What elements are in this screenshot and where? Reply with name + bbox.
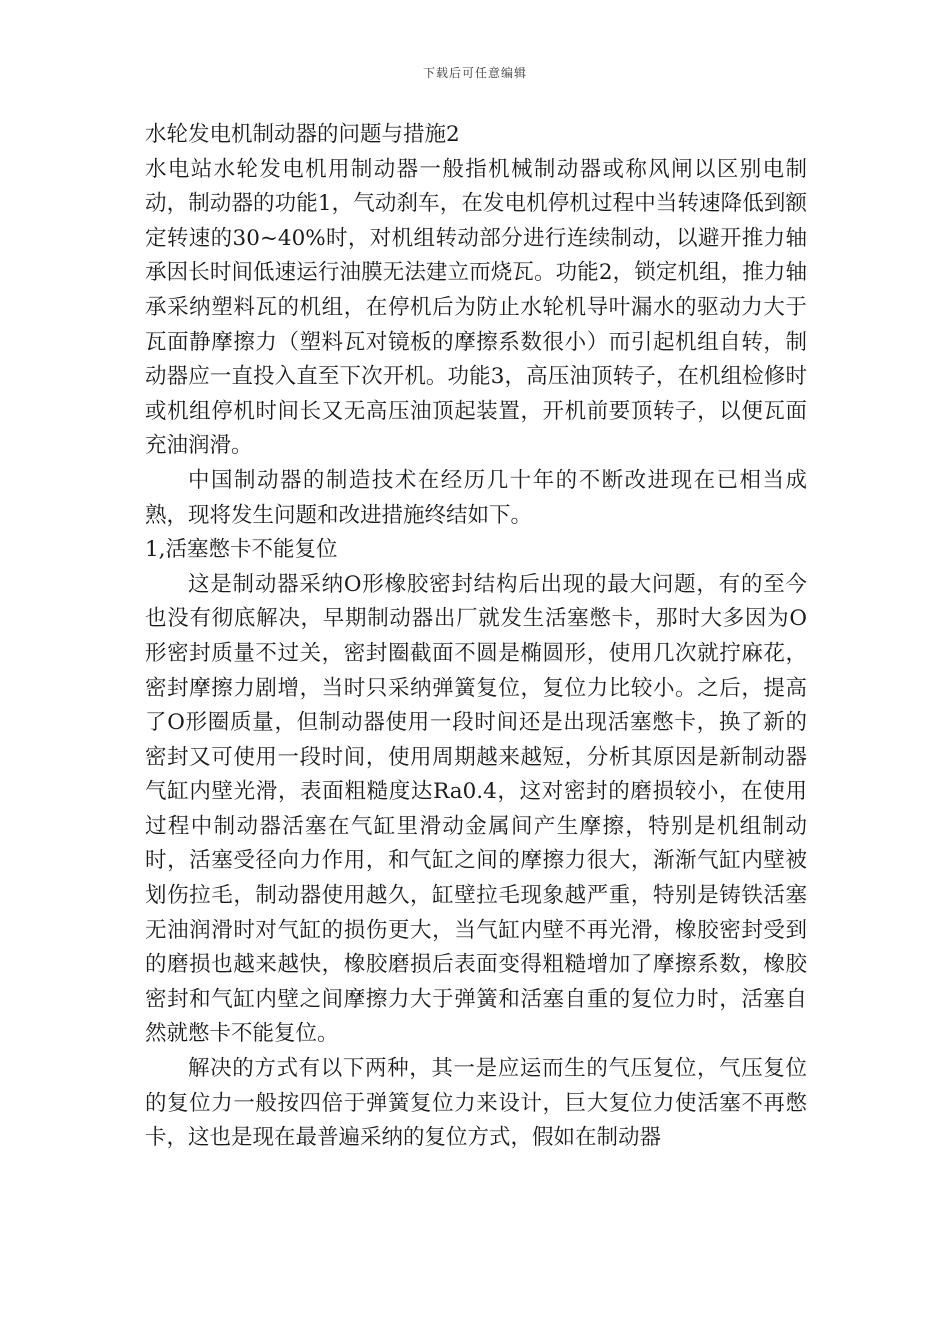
section-heading-1: 1,活塞憋卡不能复位 bbox=[145, 537, 338, 563]
paragraph-problem: 这是制动器采纳O形橡胶密封结构后出现的最大问题，有的至今也没有彻底解决，早期制动器出厂就发生活塞憋卡，那时大多因为O形密封质量不过关，密封圈截面不圆是椭圆形，使用几次就拧麻花，密封摩擦力剧增，当时只采纳弹簧复位，复位力比较小。之后，提高了O形圈质量，但制动器使用一段时间还是出现活塞憋卡，换了新的密封又可使用一段时间，使用周期越来越短，分析其原因是新制动器气缸内壁光滑，表面粗糙度达Ra0.4，这对密封的磨损较小，在使用过程中制动器活塞在气缸里滑动金属间产生摩擦，特别是机组制动时，活塞受径向力作用，和气缸之间的摩擦力很大，渐渐气缸内壁被划伤拉毛，制动器使用越久，缸壁拉毛现象越严重，特别是铸铁活塞无油润滑时对气缸的损伤更大，当气缸内壁不再光滑，橡胶密封受到的磨损也越来越快，橡胶磨损后表面变得粗糙增加了摩擦系数，橡胶密封和气缸内壁之间摩擦力大于弹簧和活塞自重的复位力时，活塞自然就憋卡不能复位。 bbox=[145, 571, 807, 1047]
paragraph-solution: 解决的方式有以下两种，其一是应运而生的气压复位，气压复位的复位力一般按四倍于弹簧复位力来设计，巨大复位力使活塞不再憋卡，这也是现在最普遍采纳的复位方式，假如在制动器 bbox=[145, 1056, 807, 1151]
page-header: 下载后可任意编辑 bbox=[422, 66, 527, 80]
document-title: 水轮发电机制动器的问题与措施2 bbox=[145, 122, 460, 147]
document-body bbox=[145, 118, 807, 1156]
paragraph-summary: 中国制动器的制造技术在经历几十年的不断改进现在已相当成熟，现将发生问题和改进措施终结如下。 bbox=[145, 467, 807, 528]
paragraph-intro: 水电站水轮发电机用制动器一般指机械制动器或称风闸以区别电制动，制动器的功能1，气动刹车，在发电机停机过程中当转速降低到额定转速的30~40%时，对机组转动部分进行连续制动，以避开推力轴承因长时间低速运行油膜无法建立而烧瓦。功能2，锁定机组，推力轴承采纳塑料瓦的机组，在停机后为防止水轮机导叶漏水的驱动力大于瓦面静摩擦力（塑料瓦对镜板的摩擦系数很小）而引起机组自转，制动器应一直投入直至下次开机。功能3，高压油顶转子，在机组检修时或机组停机时间长又无高压油顶起装置，开机前要顶转子，以便瓦面充油润滑。 bbox=[145, 156, 807, 459]
